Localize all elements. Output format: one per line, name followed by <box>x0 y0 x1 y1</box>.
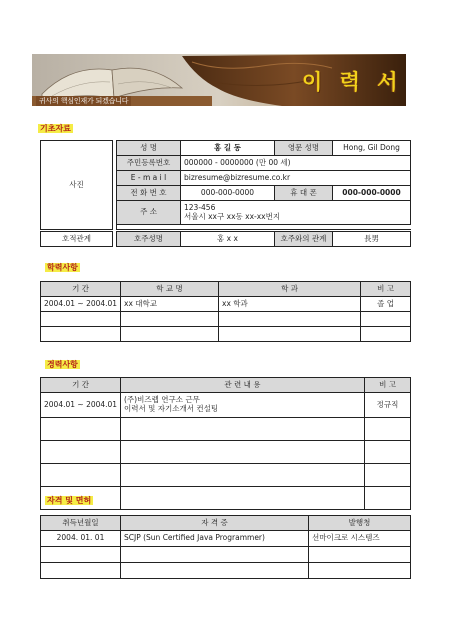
family-label: 호적관계 <box>41 232 113 247</box>
address-value <box>181 201 411 225</box>
address-line2: 서울시 xx구 xx동 xx-xx번지 <box>184 211 281 221</box>
table-row: 2004.01 ~ 2004.01 (주)비즈렙 연구소 근무 이력서 및 자기소개서 컨설팅 정규직 <box>41 393 411 418</box>
eng-name-value: Hong, Gil Dong <box>333 141 411 156</box>
table-row <box>41 418 411 441</box>
email-label: E - m a i l <box>117 171 181 186</box>
career-table <box>40 377 411 510</box>
license-section-title: 자격 및 면허 <box>47 496 92 505</box>
education-section-title: 학력사항 <box>47 263 78 272</box>
relation-value: 長男 <box>333 232 411 247</box>
career-header-period: 기 간 <box>41 378 121 393</box>
address-line1: 123-456 <box>184 202 216 212</box>
family-head-label: 호주성명 <box>117 232 181 247</box>
table-row: 2004.01 ~ 2004.01 xx 대학교 xx 학과 졸 업 <box>41 297 411 312</box>
name-value: 홍 길 동 <box>181 141 275 156</box>
edu-header-note: 비 고 <box>361 282 411 297</box>
education-table <box>40 281 411 342</box>
eng-name-label: 영문 성명 <box>275 141 333 156</box>
license-table <box>40 515 411 579</box>
email-value: bizresume@bizresume.co.kr <box>181 171 411 186</box>
address-label: 주 소 <box>117 201 181 225</box>
mobile-value: 000-000-0000 <box>333 186 411 201</box>
resident-label: 주민등록번호 <box>117 156 181 171</box>
table-row <box>41 312 411 327</box>
license-header-date: 취득년월일 <box>41 516 121 531</box>
career-header-content: 관 련 내 용 <box>121 378 365 393</box>
resident-value: 000000 - 0000000 (만 00 세) <box>181 156 411 171</box>
license-header-issuer: 발행청 <box>309 516 411 531</box>
mobile-label: 휴 대 폰 <box>275 186 333 201</box>
name-label: 성 명 <box>117 141 181 156</box>
education-header-row <box>41 282 411 297</box>
edu-header-major: 학 과 <box>219 282 361 297</box>
relation-label: 호주와의 관계 <box>275 232 333 247</box>
banner-slogan: 귀사의 핵심인재가 되겠습니다 <box>36 96 131 106</box>
table-row <box>41 441 411 464</box>
family-table <box>40 231 411 247</box>
phone-value: 000-000-0000 <box>181 186 275 201</box>
career-section-title: 경력사항 <box>47 360 78 369</box>
license-header-cert: 자 격 증 <box>121 516 309 531</box>
basic-section-title: 기초자료 <box>40 124 71 133</box>
table-row <box>41 327 411 342</box>
resume-title: 이 력 서 <box>302 70 403 94</box>
table-row <box>41 464 411 487</box>
edu-header-period: 기 간 <box>41 282 121 297</box>
license-header-row <box>41 516 411 531</box>
table-row <box>41 547 411 563</box>
basic-info-table <box>40 140 411 230</box>
family-head-value: 홍 x x <box>181 232 275 247</box>
table-row: 2004. 01. 01 SCJP (Sun Certified Java Programmer) 선마이크로 시스템즈 <box>41 531 411 547</box>
phone-label: 전 화 번 호 <box>117 186 181 201</box>
table-row <box>41 563 411 579</box>
career-header-note: 비 고 <box>365 378 411 393</box>
career-header-row <box>41 378 411 393</box>
edu-header-school: 학 교 명 <box>121 282 219 297</box>
photo-box: 사진 <box>41 141 113 230</box>
table-row <box>41 487 411 510</box>
